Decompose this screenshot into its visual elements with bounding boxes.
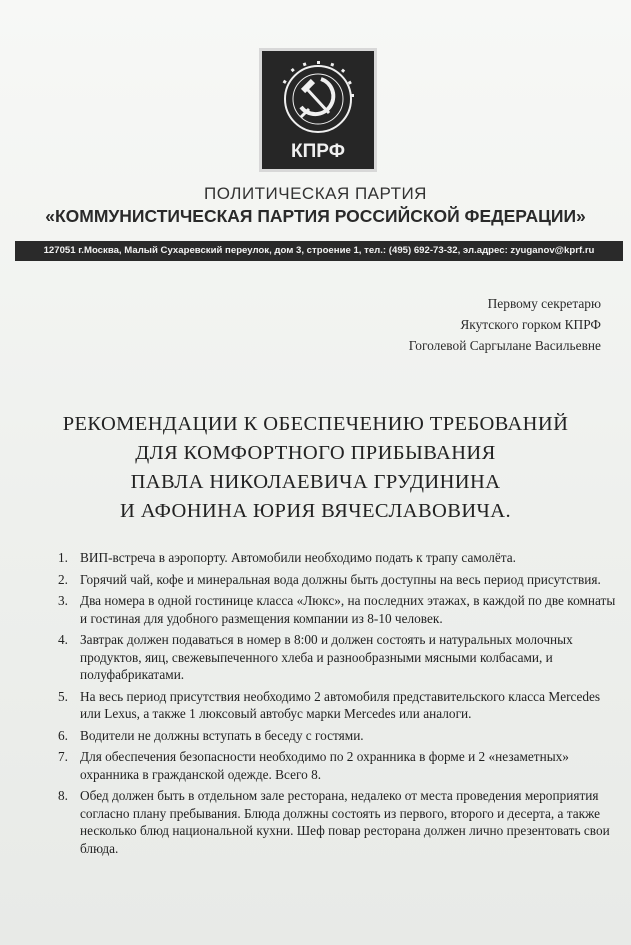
- party-full-name: «КОММУНИСТИЧЕСКАЯ ПАРТИЯ РОССИЙСКОЙ ФЕДЕРАЦИИ»: [45, 206, 586, 226]
- title-line: ПАВЛА НИКОЛАЕВИЧА ГРУДИНИНА: [130, 471, 501, 493]
- list-item: [58, 571, 618, 589]
- item-text: Обед должен быть в отдельном зале ресторана, недалеко от места проведения мероприятия согласно плану пребывания. Блюда должны состоять из первого, второго и десерта, а также несколько блюд национальной кухни. Шеф повар ресторана должен лично презентовать свои блюда.: [80, 788, 610, 856]
- item-text: Завтрак должен подаваться в номер в 8:00 и должен состоять и натуральных молочных продуктов, яиц, свежевыпеченного хлеба и разнообразными мясными колбасами, и полуфабрикатами.: [80, 632, 573, 682]
- item-number: 5.: [58, 688, 68, 704]
- list-item: [58, 549, 618, 567]
- item-number: 4.: [58, 632, 68, 647]
- list-item: [58, 748, 618, 783]
- recipient-organization: Якутского горком КПРФ: [460, 317, 601, 332]
- list-item: [58, 688, 618, 723]
- item-number: 8.: [58, 788, 68, 803]
- list-item: [58, 631, 618, 684]
- list-item: [58, 592, 618, 627]
- item-text: На весь период присутствия необходимо 2 автомобиля представительского класса Mercedes или Lexus, а также 1 люксовый автобус марки Mercedes или аналоги.: [80, 688, 601, 721]
- hammer-sickle-emblem-icon: [271, 59, 365, 163]
- item-number: 6.: [58, 727, 68, 743]
- item-text: ВИП-встреча в аэропорту. Автомобили необходимо подать к трапу самолёта.: [80, 550, 516, 565]
- list-item: [58, 787, 618, 857]
- item-text: Водители не должны вступать в беседу с гостями.: [80, 727, 364, 743]
- item-number: 7.: [58, 749, 68, 764]
- document-title: [0, 410, 631, 526]
- logo-abbrev: КПРФ: [291, 141, 345, 162]
- requirements-list: [58, 549, 618, 861]
- party-logo: [259, 48, 377, 172]
- recipient-position: Первому секретарю: [487, 296, 601, 311]
- title-line: И АФОНИНА ЮРИЯ ВЯЧЕСЛАВОВИЧА.: [120, 500, 511, 522]
- item-number: 3.: [58, 593, 68, 608]
- item-text: Для обеспечения безопасности необходимо по 2 охранника в форме и 2 «незаметных» охранника в гражданской одежде. Всего 8.: [80, 749, 569, 782]
- title-line: ДЛЯ КОМФОРТНОГО ПРИБЫВАНИЯ: [135, 442, 496, 464]
- item-text: Горячий чай, кофе и минеральная вода должны быть доступны на весь период присутствия.: [80, 571, 601, 587]
- item-text: Два номера в одной гостинице класса «Люкс», на последних этажах, в каждой по две комнаты и гостиная для удобного размещения компании из 8-10 человек.: [80, 593, 616, 626]
- recipient-name: Гоголевой Саргылане Васильевне: [408, 338, 601, 353]
- address-bar: 127051 г.Москва, Малый Сухаревский переулок, дом 3, строение 1, тел.: (495) 692-73-32, эл.адрес: zyuganov@kprf.ru: [15, 241, 623, 261]
- party-type-heading: ПОЛИТИЧЕСКАЯ ПАРТИЯ: [204, 184, 427, 203]
- list-item: [58, 727, 618, 745]
- item-number: 2.: [58, 571, 68, 587]
- recipient-block: [409, 293, 601, 356]
- item-number: 1.: [58, 550, 68, 565]
- title-line: РЕКОМЕНДАЦИИ К ОБЕСПЕЧЕНИЮ ТРЕБОВАНИЙ: [62, 413, 569, 435]
